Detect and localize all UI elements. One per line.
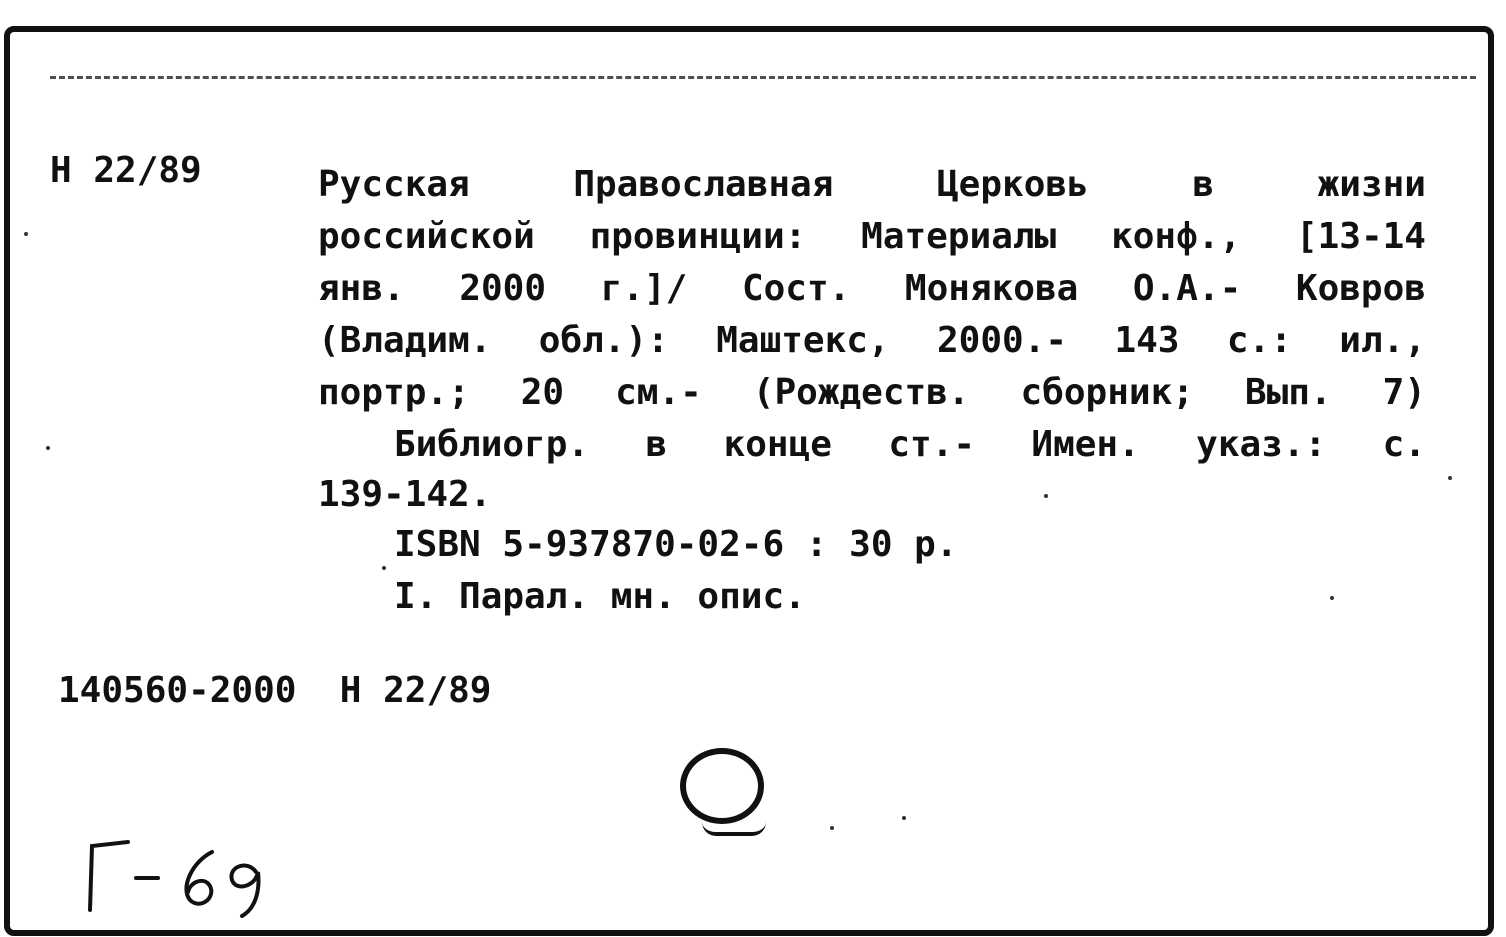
handwritten-code [80, 838, 280, 918]
speck [902, 816, 906, 820]
inventory-number: 140560-2000 Н 22/89 [58, 670, 492, 711]
word: Ковров [1295, 268, 1426, 309]
speck [830, 826, 834, 830]
word: Библиогр. [394, 424, 590, 465]
word: г.]/ [600, 268, 688, 309]
word: в [645, 424, 668, 465]
word: О.А.- [1132, 268, 1242, 309]
word: Материалы [861, 216, 1057, 257]
word: жизни [1317, 164, 1426, 205]
speck [24, 232, 28, 236]
word: обл.): [538, 320, 669, 361]
isbn-line: ISBN 5-937870-02-6 : 30 р. [394, 524, 958, 565]
word: Русская [318, 164, 470, 205]
title-line-5 [318, 372, 1426, 413]
word: Церковь [937, 164, 1089, 205]
speck [382, 566, 386, 570]
word: российской [318, 216, 535, 257]
title-line-1 [318, 164, 1426, 205]
word: Православная [573, 164, 834, 205]
stamp-circle [680, 748, 764, 824]
word: сборник; [1020, 372, 1194, 413]
word: портр.; [318, 372, 470, 413]
stamp-circle-underline [702, 822, 766, 836]
word: 2000.- [937, 320, 1068, 361]
word: 20 [520, 372, 565, 413]
word: (Рождеств. [752, 372, 970, 413]
title-line-2 [318, 216, 1426, 257]
shelfmark: Н 22/89 [50, 150, 202, 191]
word: конце [723, 424, 832, 465]
word: Вып. [1244, 372, 1332, 413]
parallel-description: I. Парал. мн. опис. [394, 576, 806, 617]
bibliography-note [394, 424, 1426, 465]
speck [1044, 494, 1048, 498]
speck [1448, 476, 1452, 480]
word: провинции: [589, 216, 807, 257]
word: (Владим. [318, 320, 492, 361]
speck [46, 446, 50, 450]
bibliography-pages: 139-142. [318, 474, 492, 515]
word: 2000 [459, 268, 547, 309]
word: 7) [1382, 372, 1426, 413]
word: 143 [1114, 320, 1180, 361]
word: Имен. [1031, 424, 1140, 465]
top-rule [50, 76, 1476, 79]
word: см.- [615, 372, 702, 413]
word: Маштекс, [716, 320, 890, 361]
word: [13-14 [1295, 216, 1426, 257]
word: конф., [1111, 216, 1242, 257]
word: Сост. [741, 268, 851, 309]
word: указ.: [1196, 424, 1327, 465]
speck [1330, 596, 1334, 600]
word: ст.- [888, 424, 976, 465]
title-line-4 [318, 320, 1426, 361]
word: Монякова [904, 268, 1079, 309]
word: в [1192, 164, 1214, 205]
word: с.: [1226, 320, 1292, 361]
word: с. [1382, 424, 1426, 465]
word: янв. [318, 268, 405, 309]
title-line-3 [318, 268, 1426, 309]
word: ил., [1339, 320, 1426, 361]
